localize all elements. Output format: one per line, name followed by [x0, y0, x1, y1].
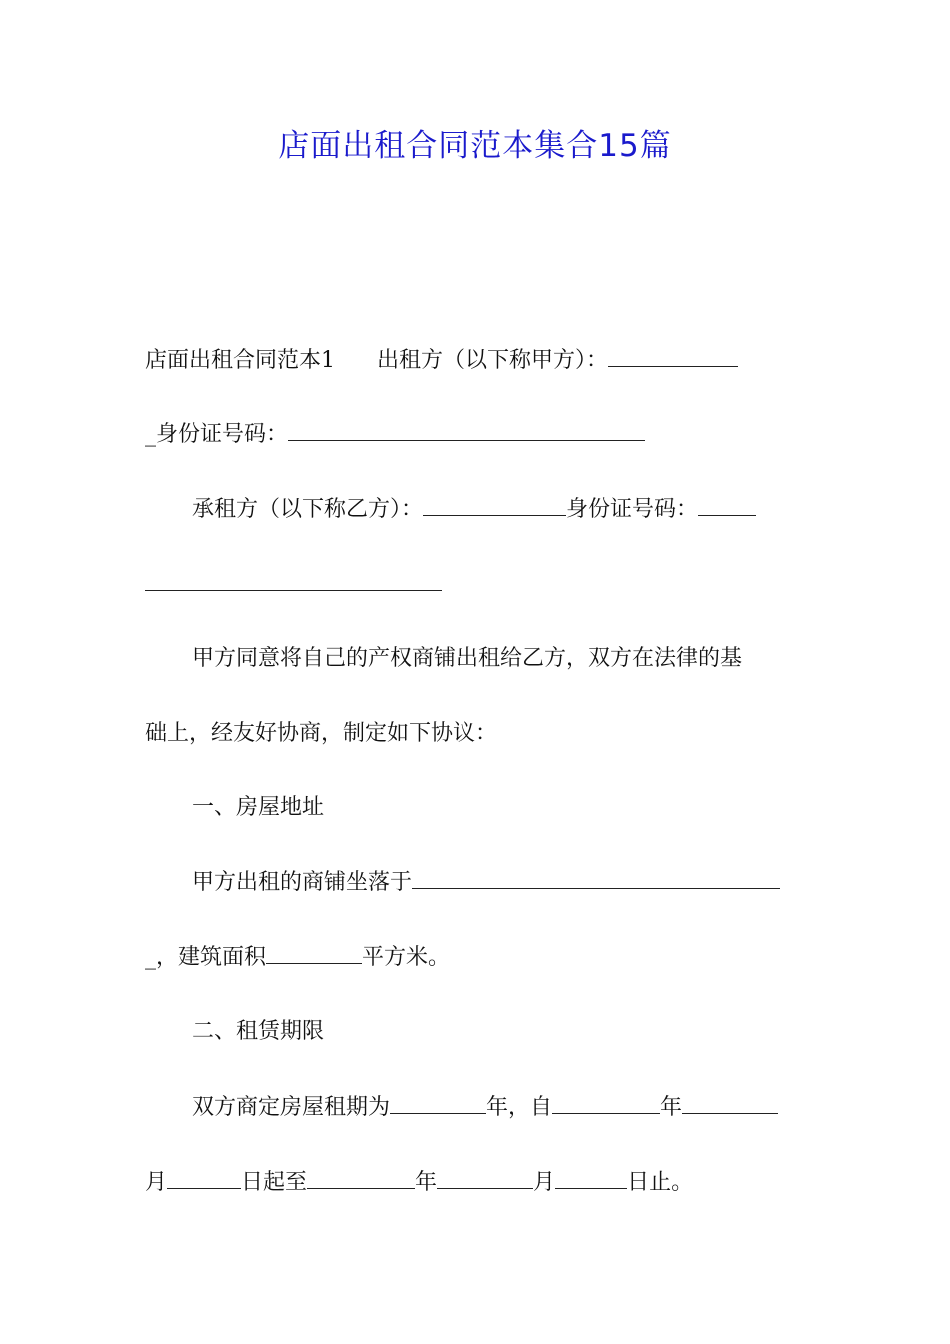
- end-year-blank: [307, 1162, 415, 1189]
- address-blank: [412, 862, 780, 889]
- address-line: 甲方出租的商铺坐落于: [145, 862, 807, 902]
- start-month-blank: [682, 1087, 778, 1114]
- term-line-1: 双方商定房屋租期为 年，自 年: [145, 1087, 807, 1127]
- lessee-blank: [423, 489, 566, 516]
- party-a-line: [145, 340, 807, 380]
- area-line: _，建筑面积 平方米。: [145, 937, 807, 977]
- lessor-blank: [608, 340, 738, 367]
- end-day-blank: [555, 1162, 627, 1189]
- start-day-blank: [167, 1162, 241, 1189]
- party-a-id-line: [145, 414, 807, 454]
- lessor-id-blank: [288, 414, 645, 441]
- start-year-blank: [552, 1087, 660, 1114]
- party-b-id-continuation: [145, 564, 807, 604]
- lessee-id-blank-1: [698, 489, 756, 516]
- term-line-2: 月 日起至 年 月 日止。: [145, 1162, 807, 1202]
- party-b-line: [145, 489, 807, 529]
- term-years-blank: [390, 1087, 486, 1114]
- agreement-para-line-2: 础上，经友好协商，制定如下协议：: [145, 721, 498, 746]
- contract-sample-label: 店面出租合同范本1: [145, 348, 335, 373]
- lessor-label: 出租方（以下称甲方）：: [377, 348, 609, 373]
- section-heading-address: 一、房屋地址: [192, 795, 325, 820]
- end-month-blank: [437, 1162, 533, 1189]
- lessee-id-label: 身份证号码：: [566, 497, 699, 522]
- area-blank: [266, 937, 362, 964]
- lessor-id-label: _身份证号码：: [145, 422, 289, 447]
- section-heading-term: 二、租赁期限: [192, 1019, 325, 1044]
- document-title: 店面出租合同范本集合15篇: [278, 128, 672, 164]
- lessee-id-blank-2: [145, 564, 442, 591]
- agreement-para-line-1: 甲方同意将自己的产权商铺出租给乙方，双方在法律的基: [192, 646, 743, 671]
- lessee-label: 承租方（以下称乙方）：: [192, 497, 424, 522]
